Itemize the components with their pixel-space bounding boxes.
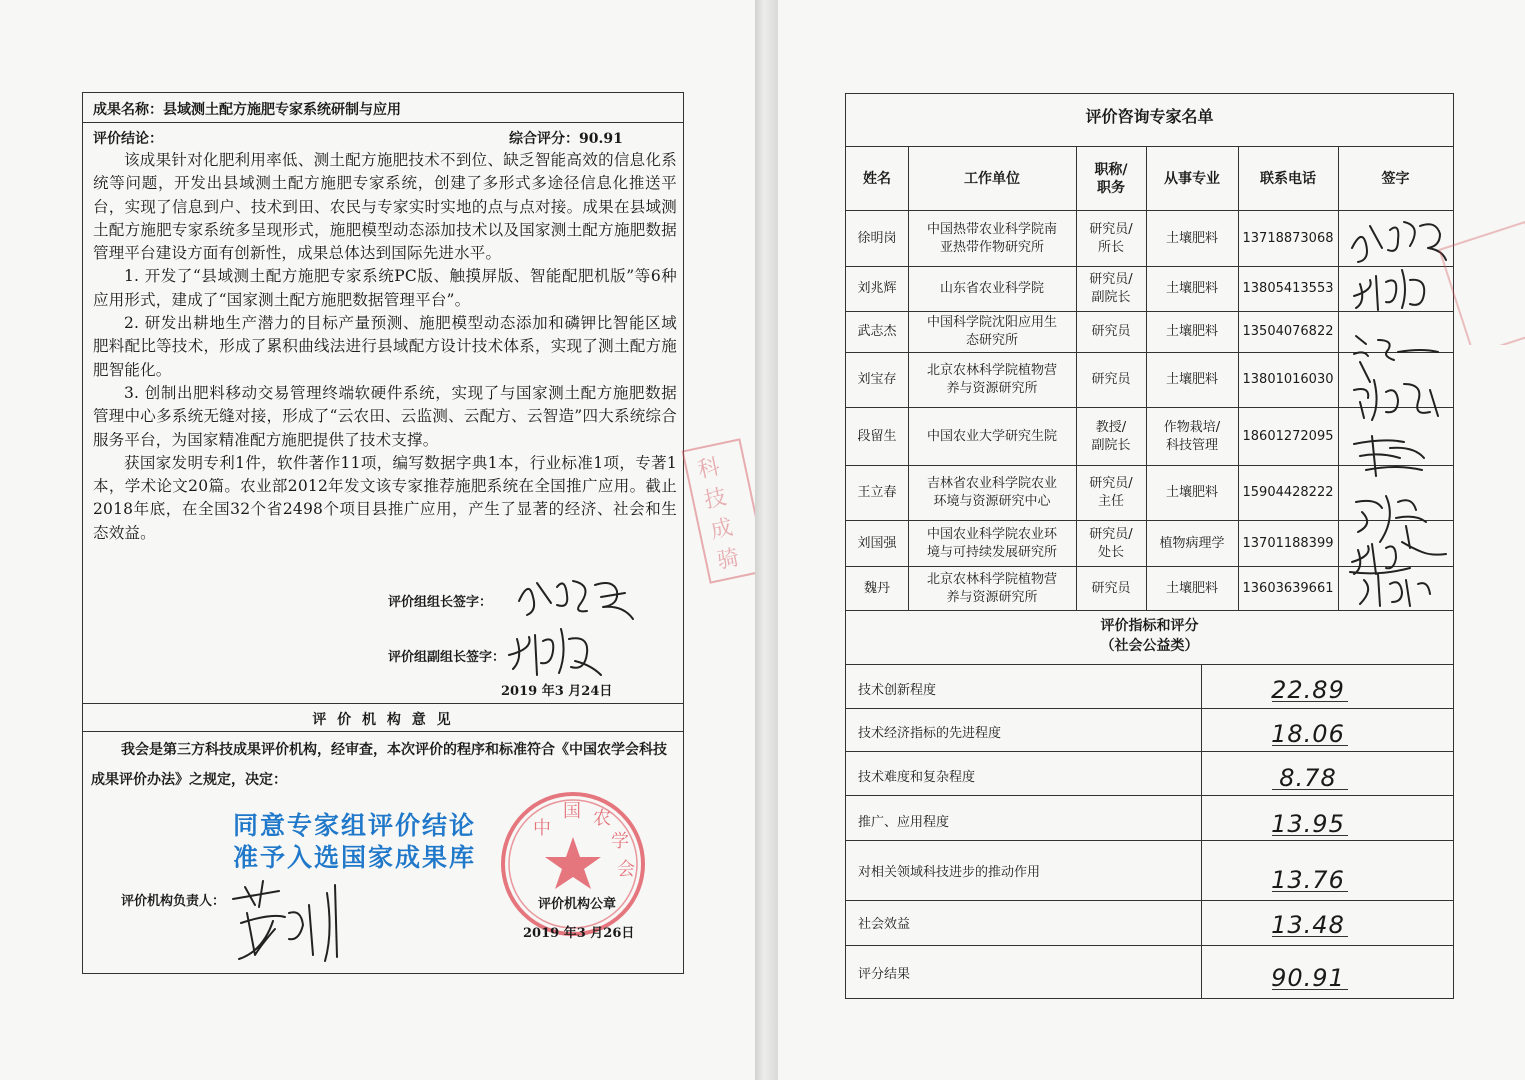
deputy-signature	[503, 621, 623, 681]
svg-text:中: 中	[533, 818, 551, 839]
expert-title: 研究员/ 副院长	[1089, 272, 1133, 305]
expert-title: 研究员/ 主任	[1089, 476, 1133, 509]
expert-major: 土壤肥料	[1165, 324, 1218, 339]
expert-phone: 13801016030	[1242, 372, 1334, 387]
expert-unit: 中国热带农业科学院南 亚热带作物研究所	[926, 221, 1057, 255]
expert-title: 研究员	[1091, 372, 1131, 387]
expert-unit: 北京农林科学院植物营 养与资源研究所	[926, 363, 1057, 396]
svg-text:农: 农	[593, 808, 611, 829]
indicator-label: 评分结果	[858, 967, 911, 982]
indicator-score: 22.89	[1258, 676, 1358, 704]
indicator-label: 技术经济指标的先进程度	[858, 726, 1002, 741]
page-gutter	[755, 0, 778, 1080]
indicator-score: 18.06	[1258, 720, 1358, 748]
red-official-seal	[493, 789, 653, 939]
header-signature: 签字	[1381, 170, 1410, 187]
sign-date: 2019 年3 月24日	[501, 684, 613, 699]
expert-phone: 13603639661	[1242, 580, 1334, 596]
leader-signature	[511, 571, 651, 621]
seam-stamp-right	[1433, 215, 1525, 345]
header-phone: 联系电话	[1260, 170, 1316, 187]
indicator-label: 对相关领域科技进步的推动作用	[858, 865, 1041, 880]
expert-name: 刘国强	[857, 535, 897, 551]
header-unit: 工作单位	[964, 170, 1020, 187]
expert-phone: 15904428222	[1242, 485, 1334, 500]
indicator-score: 13.76	[1258, 866, 1358, 894]
indicator-label: 推广、应用程度	[858, 815, 950, 830]
org-date: 2019 年3 月26日	[523, 926, 635, 941]
expert-major: 土壤肥料	[1165, 372, 1218, 387]
expert-title: 教授/ 副院长	[1091, 419, 1131, 453]
conclusion-text	[93, 149, 677, 545]
conclusion-paragraph: 1. 开发了“县域测土配方施肥专家系统PC版、触摸屏版、智能配肥机版”等6种应用形式，建成了“国家测土配方施肥数据管理平台”。	[93, 267, 677, 309]
org-head-signature	[223, 873, 353, 968]
conclusion-paragraph: 3. 创制出肥料移动交易管理终端软硬件系统，实现了与国家测土配方施肥数据管理中心多系统无缝对接，形成了“云农田、云监测、云配方、云智造”四大系统综合服务平台，为国家精准配方施肥提供了技术支撑。	[93, 383, 677, 449]
expert-unit: 中国科学院沈阳应用生 态研究所	[926, 315, 1057, 348]
expert-major: 土壤肥料	[1165, 485, 1218, 500]
conclusion-paragraph: 2. 研发出耕地生产潜力的目标产量预测、施肥模型动态添加和磷钾比智能区域肥料配比等技术，形成了累积曲线法进行县域配方设计技术体系，实现了测土配方施肥智能化。	[93, 314, 677, 379]
conclusion-paragraph: 该成果针对化肥利用率低、测土配方施肥技术不到位、缺乏智能高效的信息化系统等问题，开发出县域测土配方施肥专家系统，创建了多形式多途径信息化推送平台，实现了信息到户、技术到田、农民与专家实时实地的点与点对接。成果在县域测土配方施肥专家系统多呈现形式，施肥模型动态添加技术以及国家测土配方施肥数据管理平台建设方面有创新性，成果总体达到国际先进水平。	[93, 151, 677, 263]
deputy-sign-label: 评价组副组长签字：	[388, 650, 506, 665]
expert-name: 魏丹	[863, 580, 890, 596]
conclusion-paragraph: 获国家发明专利1件，软件著作11项，编写数据字典1本，行业标准1项，专著1本，学术论文20篇。农业部2012年发文该专家推荐施肥系统在全国推广应用。截止2018年底，在全国32个省2498个项目县推广应用，产生了显著的经济、社会和生态效益。	[93, 453, 677, 542]
expert-major: 土壤肥料	[1165, 580, 1218, 596]
expert-title: 研究员/ 所长	[1089, 221, 1133, 255]
indicator-score: 13.95	[1258, 810, 1358, 838]
seam-stamp-text: 骑	[714, 545, 742, 575]
evaluation-form	[82, 92, 684, 974]
indicator-score: 13.48	[1258, 911, 1358, 939]
expert-major: 作物栽培/ 科技管理	[1163, 419, 1221, 453]
seam-stamp-text: 科技成	[695, 454, 736, 545]
org-seal-label: 评价机构公章	[538, 897, 617, 912]
svg-text:会: 会	[617, 859, 635, 880]
approval-stamp-line: 同意专家组评价结论	[233, 811, 477, 840]
org-section-title: 评 价 机 构 意 见	[312, 712, 454, 728]
expert-unit: 中国农业科学院农业环 境与可持续发展研究所	[926, 526, 1057, 560]
conclusion-label: 评价结论：	[93, 131, 163, 147]
svg-text:国: 国	[563, 801, 581, 822]
expert-phone: 13805413553	[1242, 281, 1334, 296]
expert-unit: 中国农业大学研究生院	[926, 428, 1057, 444]
leader-sign-label: 评价组组长签字：	[388, 595, 493, 610]
expert-major: 土壤肥料	[1165, 281, 1218, 296]
expert-unit: 北京农林科学院植物营 养与资源研究所	[926, 571, 1057, 605]
expert-major: 土壤肥料	[1165, 230, 1218, 246]
expert-phone: 13718873068	[1242, 230, 1334, 246]
left-page	[0, 0, 755, 1080]
expert-name: 刘兆辉	[857, 281, 897, 296]
expert-name: 刘宝存	[857, 372, 897, 387]
expert-phone: 13701188399	[1242, 535, 1334, 551]
expert-name: 段留生	[857, 428, 897, 444]
expert-list-title: 评价咨询专家名单	[1085, 107, 1214, 126]
expert-name: 徐明岗	[857, 230, 897, 246]
expert-title: 研究员	[1091, 324, 1131, 339]
org-head-label: 评价机构负责人：	[121, 894, 226, 909]
approval-stamp-line: 准予入选国家成果库	[233, 843, 477, 872]
expert-major: 植物病理学	[1159, 535, 1225, 551]
org-opinion	[91, 735, 679, 795]
indicator-label: 社会效益	[858, 917, 911, 932]
expert-phone: 13504076822	[1242, 324, 1334, 339]
right-page	[778, 0, 1525, 1080]
indicator-label: 技术创新程度	[858, 683, 937, 698]
indicator-title: 评价指标和评分	[1100, 618, 1199, 634]
expert-form	[845, 93, 1454, 999]
expert-name: 武志杰	[857, 324, 897, 339]
header-name: 姓名	[863, 170, 891, 187]
indicator-subtitle: （社会公益类）	[1100, 638, 1199, 654]
svg-text:学: 学	[611, 831, 629, 852]
composite-score: 综合评分：90.91	[509, 131, 623, 147]
header-major: 从事专业	[1164, 170, 1220, 187]
achievement-title: 成果名称：县域测土配方施肥专家系统研制与应用	[93, 102, 401, 118]
expert-name: 王立春	[857, 485, 897, 500]
indicator-score: 90.91	[1258, 964, 1358, 992]
org-opinion-text: 我会是第三方科技成果评价机构，经审查，本次评价的程序和标准符合《中国农学会科技成果评价办法》之规定，决定：	[91, 742, 667, 788]
expert-title: 研究员/ 处长	[1089, 526, 1133, 560]
expert-unit: 山东省农业科学院	[939, 281, 1044, 296]
expert-unit: 吉林省农业科学院农业 环境与资源研究中心	[926, 476, 1057, 509]
header-title: 职称/ 职务	[1094, 161, 1128, 196]
expert-title: 研究员	[1091, 580, 1131, 596]
indicator-label: 技术难度和复杂程度	[858, 770, 976, 785]
expert-phone: 18601272095	[1242, 428, 1334, 444]
indicator-score: 8.78	[1258, 764, 1358, 792]
